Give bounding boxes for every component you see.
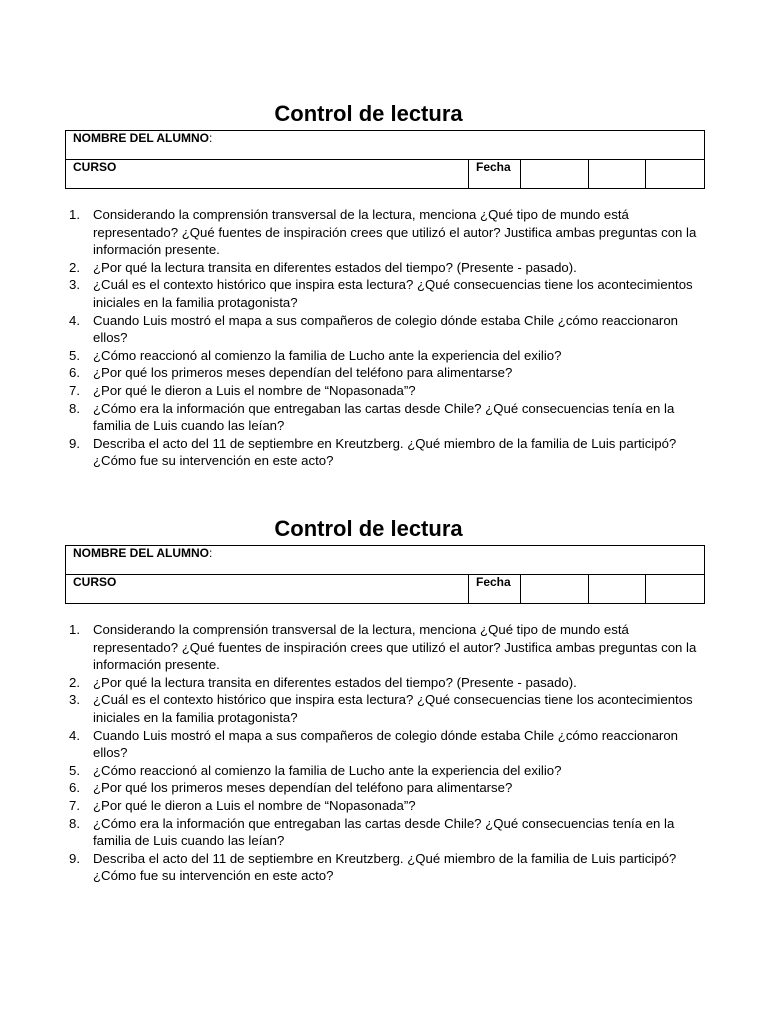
question-number: 3. [69, 692, 80, 708]
question-text: ¿Cuál es el contexto histórico que inspira esta lectura? ¿Qué consecuencias tiene los acontecimientos iniciales en la familia protagonista? [93, 277, 693, 310]
question-text: Describa el acto del 11 de septiembre en Kreutzberg. ¿Qué miembro de la familia de Luis participó? ¿Cómo fue su intervención en este acto? [93, 435, 677, 469]
question-text: Considerando la comprensión transversal de la lectura, menciona ¿Qué tipo de mundo está representado? ¿Qué fuentes de inspiración crees que utilizó el autor? Justifica ambas preguntas con la información presente. [93, 207, 697, 258]
student-name-colon: : [209, 131, 213, 145]
question-text: ¿Cómo reaccionó al comienzo la familia de Lucho ante la experiencia del exilio? [93, 762, 562, 778]
student-name-label: NOMBRE DEL ALUMNO [73, 131, 209, 145]
question-item [65, 762, 704, 780]
question-item [65, 364, 704, 382]
question-item [65, 621, 704, 674]
question-item [65, 815, 704, 850]
date-day-cell[interactable] [521, 575, 589, 604]
page-title: Control de lectura [274, 516, 463, 541]
question-item [65, 382, 704, 400]
question-text: Considerando la comprensión transversal de la lectura, menciona ¿Qué tipo de mundo está representado? ¿Qué fuentes de inspiración crees que utilizó el autor? Justifica ambas preguntas con la información presente. [93, 622, 697, 673]
date-label: Fecha [476, 575, 511, 589]
question-number: 1. [69, 207, 80, 222]
question-text: ¿Por qué la lectura transita en diferentes estados del tiempo? (Presente - pasado). [93, 259, 577, 275]
reading-control-section-2 [65, 514, 704, 885]
question-text: ¿Por qué le dieron a Luis el nombre de “Nopasonada”? [93, 382, 416, 398]
student-name-colon: : [209, 546, 213, 560]
student-name-cell[interactable] [66, 131, 705, 160]
question-number: 7. [69, 797, 80, 813]
date-day-cell[interactable] [521, 160, 589, 189]
question-text: ¿Cuál es el contexto histórico que inspira esta lectura? ¿Qué consecuencias tiene los acontecimientos iniciales en la familia protagonista? [93, 692, 693, 725]
question-number: 9. [69, 435, 80, 451]
question-number: 1. [69, 622, 80, 637]
question-number: 4. [69, 312, 80, 328]
question-number: 3. [69, 277, 80, 293]
date-label: Fecha [476, 160, 511, 174]
student-name-cell[interactable] [66, 546, 705, 575]
question-number: 7. [69, 382, 80, 398]
date-month-cell[interactable] [589, 575, 646, 604]
student-name-label: NOMBRE DEL ALUMNO [73, 546, 209, 560]
question-number: 2. [69, 259, 80, 275]
question-item [65, 347, 704, 365]
question-list [65, 621, 704, 885]
question-item [65, 727, 704, 762]
question-number: 5. [69, 347, 80, 363]
question-text: Cuando Luis mostró el mapa a sus compañeros de colegio dónde estaba Chile ¿cómo reaccionaron ellos? [93, 312, 678, 346]
question-text: Cuando Luis mostró el mapa a sus compañeros de colegio dónde estaba Chile ¿cómo reaccionaron ellos? [93, 727, 678, 761]
student-header-table [65, 545, 705, 604]
question-item [65, 400, 704, 435]
question-item [65, 850, 704, 885]
date-label-cell [469, 575, 521, 604]
course-label: CURSO [73, 160, 117, 174]
question-number: 9. [69, 850, 80, 866]
date-year-cell[interactable] [646, 160, 705, 189]
question-number: 8. [69, 815, 80, 831]
date-year-cell[interactable] [646, 575, 705, 604]
question-item [65, 797, 704, 815]
question-item [65, 691, 704, 726]
date-label-cell [469, 160, 521, 189]
question-number: 2. [69, 674, 80, 690]
question-list [65, 206, 704, 470]
student-header-table [65, 130, 705, 189]
question-item [65, 779, 704, 797]
question-number: 8. [69, 400, 80, 416]
question-text: ¿Por qué la lectura transita en diferentes estados del tiempo? (Presente - pasado). [93, 674, 577, 690]
course-label: CURSO [73, 575, 117, 589]
question-text: ¿Por qué los primeros meses dependían del teléfono para alimentarse? [93, 780, 513, 796]
course-cell[interactable] [66, 575, 469, 604]
question-text: ¿Cómo era la información que entregaban las cartas desde Chile? ¿Qué consecuencias tenía en la familia de Luis cuando las leían? [93, 815, 675, 849]
course-cell[interactable] [66, 160, 469, 189]
question-text: ¿Cómo era la información que entregaban las cartas desde Chile? ¿Qué consecuencias tenía en la familia de Luis cuando las leían? [93, 400, 675, 434]
question-number: 6. [69, 365, 80, 381]
question-item [65, 674, 704, 692]
question-item [65, 312, 704, 347]
question-number: 4. [69, 727, 80, 743]
question-number: 5. [69, 762, 80, 778]
question-item [65, 259, 704, 277]
question-item [65, 276, 704, 311]
question-item [65, 206, 704, 259]
question-number: 6. [69, 780, 80, 796]
question-text: ¿Por qué le dieron a Luis el nombre de “Nopasonada”? [93, 797, 416, 813]
date-month-cell[interactable] [589, 160, 646, 189]
question-item [65, 435, 704, 470]
page-title: Control de lectura [274, 101, 463, 126]
question-text: Describa el acto del 11 de septiembre en Kreutzberg. ¿Qué miembro de la familia de Luis participó? ¿Cómo fue su intervención en este acto? [93, 850, 677, 884]
question-text: ¿Cómo reaccionó al comienzo la familia de Lucho ante la experiencia del exilio? [93, 347, 562, 363]
reading-control-section-1 [65, 99, 704, 470]
question-text: ¿Por qué los primeros meses dependían del teléfono para alimentarse? [93, 365, 513, 381]
